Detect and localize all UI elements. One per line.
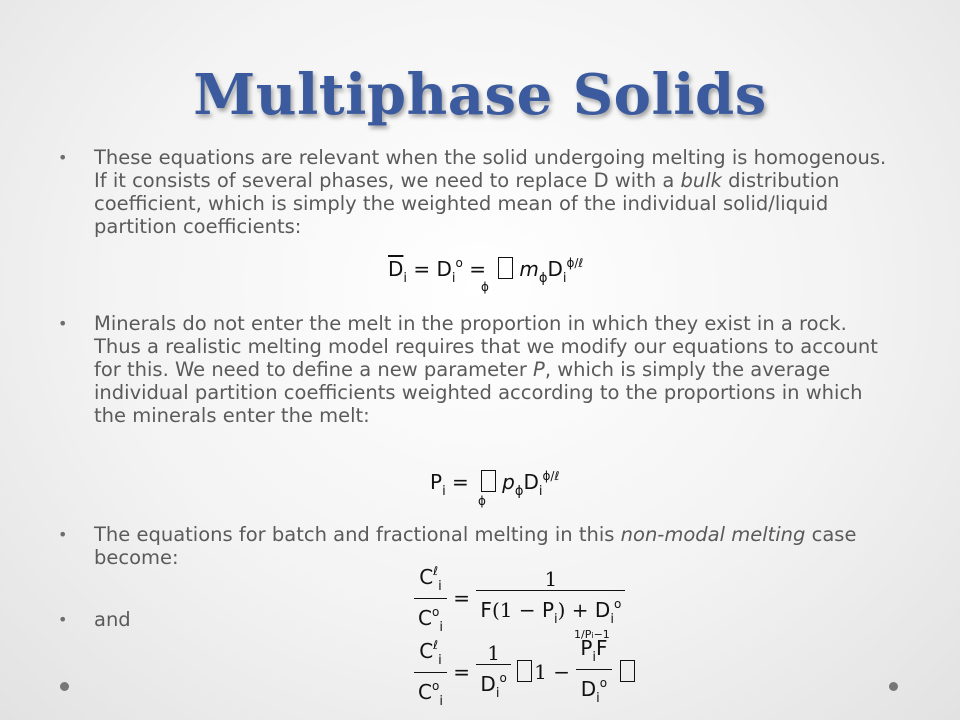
right-bracket-placeholder-icon	[620, 660, 635, 682]
equation-batch-melting: $\frac{C^\ell_i}{C^o_i}$ = $\frac{1}{F(1 - P_i) + D_i^o}$	[414, 560, 625, 639]
summation-placeholder-icon	[481, 470, 496, 492]
eq4-pf-over-d: $\frac{P_iF}{D_i^o}$	[576, 637, 611, 710]
eq3-rhs-fraction: $\frac{1}{F(1 - P_i) + D_i^o}$	[476, 568, 625, 631]
eq4-one-over-d: $\frac{1}{D_i^o}$	[476, 642, 510, 705]
bullet-2-text-a: Minerals do not enter the melt in the proportion in which they exist in a rock. Thus a realistic melting model requires that we modify our equations to account for this. We need to define a new parameter	[94, 312, 878, 381]
eq2-sum-index: ϕ	[478, 494, 486, 508]
eq1-sum-index: ϕ	[481, 280, 489, 294]
bullet-1-text-a: These equations are relevant when the solid undergoing melting is homogenous. If it consists of several phases, we need to replace D with a	[94, 146, 887, 192]
left-bracket-placeholder-icon	[517, 660, 532, 682]
bullet-1-emph: bulk	[680, 169, 722, 192]
summation-placeholder-icon	[498, 257, 513, 279]
bullet-3-text-a: The equations for batch and fractional melting in this	[94, 523, 621, 546]
bullet-3-emph: non-modal melting	[620, 523, 806, 546]
equation-fractional-melting: $\frac{C^\ell_i}{C^o_i}$ = $\frac{1}{D_i^o}$ 1 − $\frac{P_iF}{D_i^o}$	[414, 634, 635, 713]
bullet-2	[94, 312, 894, 427]
bullet-2-emph: P	[533, 358, 545, 381]
bullet-3-text-b: case become:	[94, 523, 857, 569]
equation-bulk-distribution: $\overline{D}_i = D_i^o = m_\phi D_i^{\phi/\ell}$	[388, 256, 584, 286]
bullet-4: • and	[94, 608, 894, 631]
bullet-1-text-b: distribution coefficient, which is simply the weighted mean of the individual solid/liquid partition coefficients:	[94, 169, 840, 238]
bullet-2-text-b: , which is simply the average individual partition coefficients weighted according to the proportions in which the minerals enter the melt:	[94, 358, 863, 427]
eq4-lhs-fraction: $\frac{C^\ell_i}{C^o_i}$	[414, 634, 447, 713]
decorative-dot-left-icon	[60, 682, 69, 691]
eq3-lhs-fraction: $\frac{C^\ell_i}{C^o_i}$	[414, 560, 447, 639]
eq1-lhs: $\overline{D}$	[388, 257, 404, 281]
eq4-exponent: 1/Pi−1	[574, 628, 610, 641]
decorative-dot-right-icon	[889, 682, 898, 691]
slide-title: Multiphase Solids	[193, 62, 767, 128]
equation-parameter-p: $P_i = p_\phi D_i^{\phi/\ell}$	[430, 469, 560, 499]
bullet-1	[94, 146, 894, 238]
